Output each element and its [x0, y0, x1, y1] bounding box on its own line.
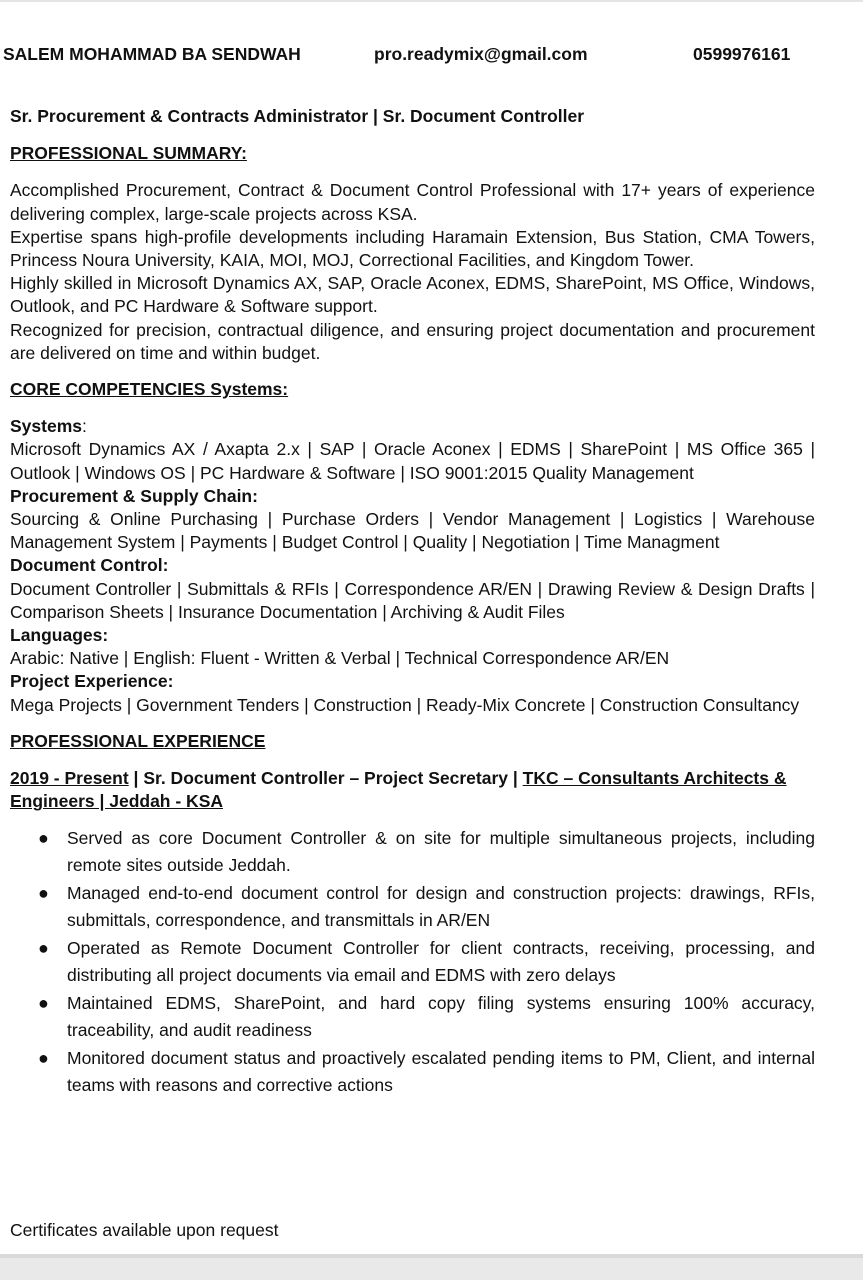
competency-label-text: Systems: [10, 416, 82, 437]
bullet-icon: ●: [38, 938, 49, 959]
summary-paragraph: Expertise spans high-profile developments including Haramain Extension, Bus Station, CMA Towers, Princess Noura University, KAIA, MOI, MOJ, Correctional Facilities, and Kingdom Tower.: [10, 226, 815, 271]
list-item-text: Maintained EDMS, SharePoint, and hard copy filing systems ensuring 100% accuracy, traceability, and audit readiness: [67, 993, 815, 1041]
competency-text: Document Controller | Submittals & RFIs | Correspondence AR/EN | Drawing Review & Design Drafts | Comparison Sheets | Insurance Documentation | Archiving & Audit Files: [10, 578, 815, 622]
list-item-text: Operated as Remote Document Controller for client contracts, receiving, processing, and distributing all project documents via email and EDMS with zero delays: [67, 938, 815, 986]
competencies-section: [10, 415, 815, 717]
contact-header: [0, 44, 863, 68]
resume-body: [10, 105, 815, 1100]
list-item-text: Served as core Document Controller & on site for multiple simultaneous projects, including remote sites outside Jeddah.: [67, 828, 815, 876]
email-address[interactable]: pro.readymix@gmail.com: [374, 44, 588, 64]
list-item-text: Managed end-to-end document control for design and construction projects: drawings, RFIs, submittals, correspondence, and transmittals in AR/EN: [67, 883, 815, 931]
list-item: [10, 990, 815, 1044]
bullet-icon: ●: [38, 993, 49, 1014]
bottom-divider: [0, 1254, 863, 1280]
top-divider: [0, 0, 863, 2]
list-item: [10, 825, 815, 879]
job-company: TKC – Consultants Architects & Engineers | Jeddah - KSA: [10, 768, 787, 812]
list-item: [10, 1045, 815, 1099]
competency-text: Arabic: Native | English: Fluent - Written & Verbal | Technical Correspondence AR/EN: [10, 648, 670, 669]
summary-paragraph: Recognized for precision, contractual diligence, and ensuring project documentation and procurement are delivered on time and within budget.: [10, 319, 815, 363]
bullet-icon: ●: [38, 883, 49, 904]
competency-label-suffix: :: [82, 416, 87, 437]
job-separator: |: [508, 768, 523, 789]
competency-label: Document Control:: [10, 555, 169, 576]
job-entry-heading: [10, 767, 815, 813]
experience-heading: PROFESSIONAL EXPERIENCE: [10, 730, 266, 751]
competency-label: Languages:: [10, 625, 109, 646]
summary-paragraph: Accomplished Procurement, Contract & Document Control Professional with 17+ years of experience delivering complex, large-scale projects across KSA.: [10, 180, 815, 224]
job-title: Sr. Procurement & Contracts Administrator | Sr. Document Controller: [10, 106, 585, 126]
list-item-text: Monitored document status and proactively escalated pending items to PM, Client, and internal teams with reasons and corrective actions: [67, 1048, 815, 1096]
certificates-note: Certificates available upon request: [10, 1220, 279, 1240]
candidate-name: SALEM MOHAMMAD BA SENDWAH: [3, 44, 301, 64]
list-item: [10, 880, 815, 934]
summary-heading: PROFESSIONAL SUMMARY:: [10, 143, 247, 164]
competency-text: Microsoft Dynamics AX / Axapta 2.x | SAP | Oracle Aconex | EDMS | SharePoint | MS Office 365 | Outlook | Windows OS | PC Hardware & Software | ISO 9001:2015 Quality Management: [10, 439, 815, 483]
competency-label: [10, 415, 815, 438]
job-period: 2019 - Present: [10, 768, 129, 789]
phone-number: 0599976161: [693, 44, 791, 64]
competency-label: Procurement & Supply Chain:: [10, 485, 258, 506]
responsibility-list: [10, 825, 815, 1099]
list-item: [10, 935, 815, 989]
job-separator: |: [128, 768, 144, 789]
summary-section: [10, 179, 815, 365]
competency-text: Mega Projects | Government Tenders | Construction | Ready-Mix Concrete | Construction Consultancy: [10, 694, 800, 715]
competencies-heading: CORE COMPETENCIES Systems:: [10, 379, 289, 400]
competency-text: Sourcing & Online Purchasing | Purchase Orders | Vendor Management | Logistics | Warehouse Management System | Payments | Budget Control | Quality | Negotiation | Time Managment: [10, 509, 815, 553]
bullet-icon: ●: [38, 828, 49, 849]
bullet-icon: ●: [38, 1048, 49, 1069]
summary-paragraph: Highly skilled in Microsoft Dynamics AX, SAP, Oracle Aconex, EDMS, SharePoint, MS Office, Windows, Outlook, and PC Hardware & Software support.: [10, 273, 815, 317]
job-role: Sr. Document Controller – Project Secretary: [143, 768, 509, 789]
competency-label: Project Experience:: [10, 671, 174, 692]
